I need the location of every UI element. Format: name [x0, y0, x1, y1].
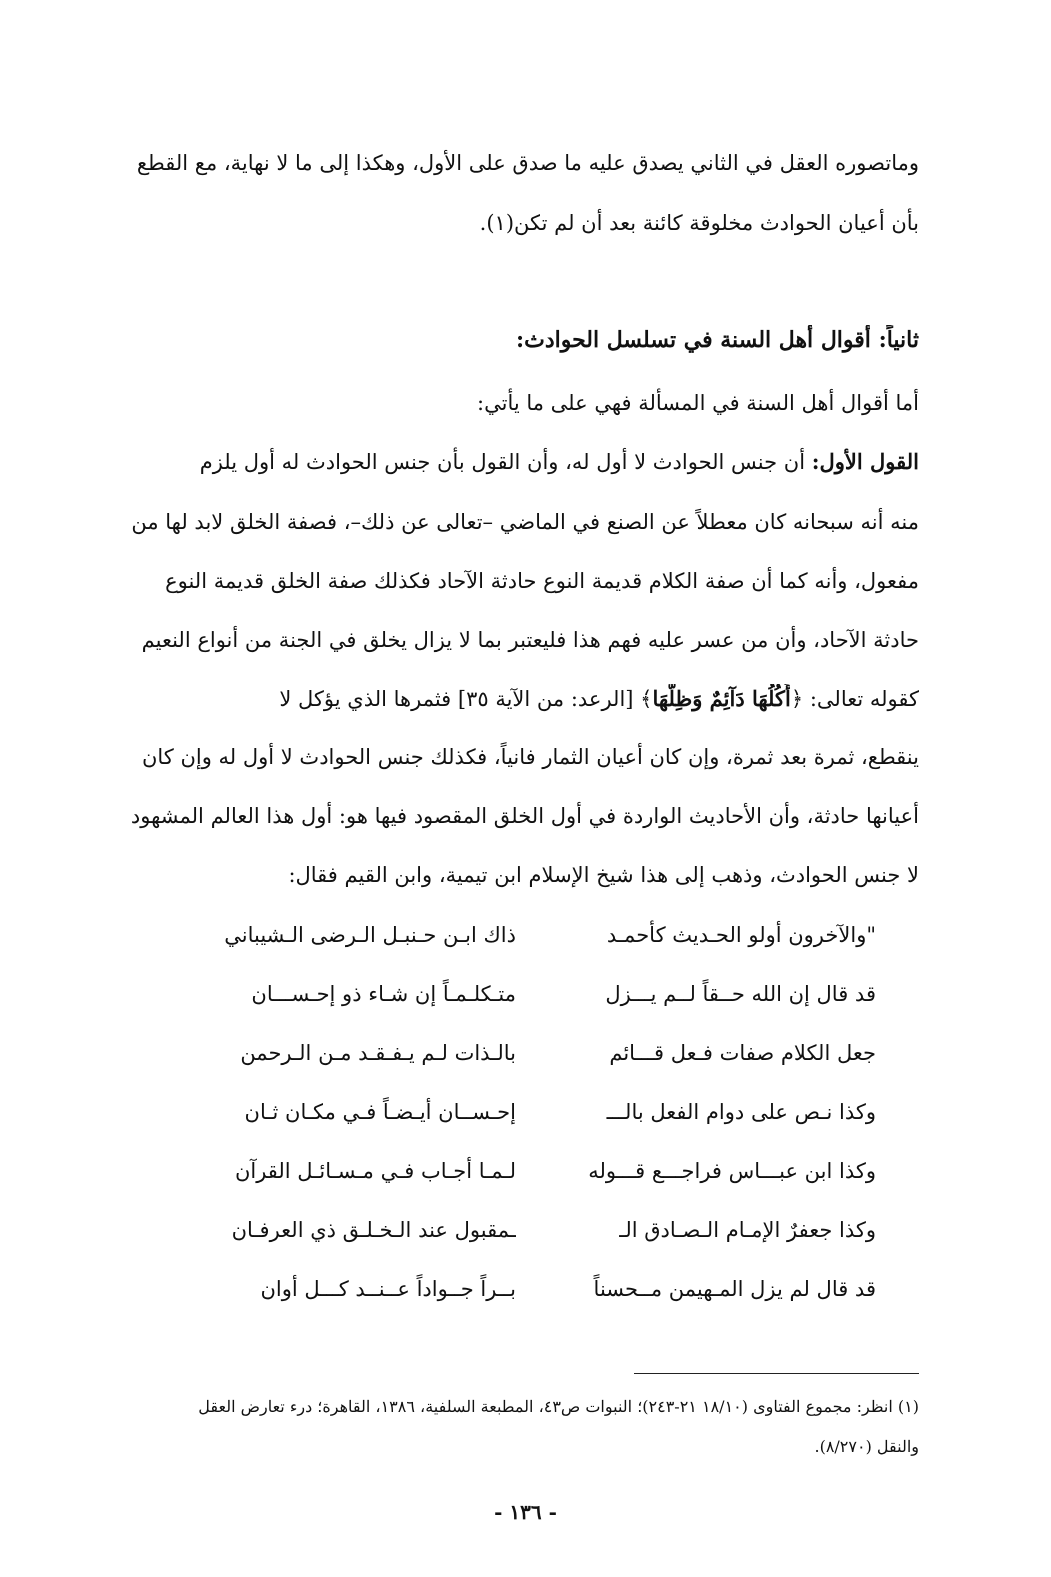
poem-hemistich-first: "والآخرون أولو الحـديث كأحمـد	[606, 923, 876, 947]
first-view-line-7: أعيانها حادثة، وأن الأحاديث الواردة في أول الخلق المقصود فيها هو: أول هذا العالم المشهود	[130, 804, 919, 828]
poem-hemistich-second: لـمـا أجـاب فـي مـسـائـل القرآن	[234, 1159, 516, 1183]
quran-verse: أُكُلُهَا دَآئِمٌ وَظِلُّهَا	[652, 686, 791, 711]
intro-line-1: وماتصوره العقل في الثاني يصدق عليه ما صدق على الأول، وهكذا إلى ما لا نهاية، مع القطع	[136, 151, 919, 175]
poem-hemistich-first: وكذا نـص على دوام الفعل بالـــ	[606, 1100, 876, 1124]
first-view-line-3: مفعول، وأنه كما أن صفة الكلام قديمة النوع حادثة الآحاد فكذلك صفة الخلق قديمة النوع	[165, 569, 919, 593]
poem-hemistich-first: قد قال إن الله حــقاً لــم يـــزل	[605, 982, 876, 1006]
footnote-line-2: والنقل (٨/٢٧٠).	[814, 1437, 919, 1456]
verse-reference: [الرعد: من الآية ٣٥] فثمرها الذي يؤكل لا	[279, 687, 641, 711]
quran-bracket-close: ﴾	[640, 687, 653, 711]
poem-hemistich-second: إحـســان أيـضـاً فـي مكـان ثـان	[244, 1100, 516, 1124]
poem-hemistich-second: متـكلـمـاً إن شـاء ذو إحـســـان	[251, 982, 516, 1006]
poem-verse-7	[176, 1271, 876, 1307]
poem-hemistich-first: جعل الكلام صفات فـعل قـــائم	[609, 1041, 876, 1065]
poem-hemistich-second: ـمقبول عند الـخـلـق ذي العرفـان	[231, 1218, 516, 1242]
footnote-line-1: (١) انظر: مجموع الفتاوى (١٨/١٠ ٢١-٢٤٣)؛ النبوات ص٤٣، المطبعة السلفية، ١٣٨٦، القاهرة؛ درء تعارض العقل	[198, 1397, 919, 1416]
first-view-line-5	[129, 684, 919, 714]
quran-bracket-open: ﴿	[790, 687, 804, 711]
poem-hemistich-second: بالـذات لـم يـفـقـد مـن الـرحمن	[240, 1041, 516, 1065]
poem-hemistich-first: وكذا ابن عبـــاس فراجـــع قـــوله	[588, 1159, 876, 1183]
poem-hemistich-first: قد قال لم يزل المـهيمن مــحسناً	[593, 1277, 876, 1301]
first-view-line-2: منه أنه سبحانه كان معطلاً عن الصنع في الماضي –تعالى عن ذلك–، فصفة الخلق لابد لها من	[131, 510, 919, 534]
first-view-line-6: ينقطع، ثمرة بعد ثمرة، وإن كان أعيان الثمار فانياً، فكذلك جنس الحوادث لا أول له وإن كان	[141, 745, 919, 769]
quote-intro: كقوله تعالى:	[803, 687, 919, 711]
poem-hemistich-second: ذاك ابـن حـنبـل الـرضى الـشيباني	[224, 923, 516, 947]
poem-verse-1	[176, 917, 876, 953]
poem-verse-2	[176, 976, 876, 1012]
first-view-line-8: لا جنس الحوادث، وذهب إلى هذا شيخ الإسلام ابن تيمية، وابن القيم فقال:	[288, 863, 919, 887]
first-view-line-4: حادثة الآحاد، وأن من عسر عليه فهم هذا فليعتبر بما لا يزال يخلق في الجنة من أنواع النعيم	[141, 628, 919, 652]
poem-verse-3	[176, 1035, 876, 1071]
poem-hemistich-first: وكذا جعفرٌ الإمـام الـصـادق الـ	[619, 1218, 876, 1242]
section-heading: ثانياً: أقوال أهل السنة في تسلسل الحوادث:	[515, 327, 919, 353]
first-view-label: القول الأول:	[811, 449, 919, 474]
poem-verse-4	[176, 1094, 876, 1130]
first-view-line-1-text: أن جنس الحوادث لا أول له، وأن القول بأن جنس الحوادث له أول يلزم	[199, 450, 806, 474]
section-lead: أما أقوال أهل السنة في المسألة فهي على ما يأتي:	[477, 391, 919, 415]
intro-line-2: بأن أعيان الحوادث مخلوقة كائنة بعد أن لم تكن(١).	[479, 211, 919, 235]
poem-hemistich-second: بــراً جــواداً عــنــد كـــل أوان	[260, 1277, 516, 1301]
poem-verse-5	[176, 1153, 876, 1189]
first-view-line-1	[129, 447, 919, 477]
footnote-separator	[634, 1373, 919, 1374]
poem-verse-6	[176, 1212, 876, 1248]
page-number: - ١٣٦ -	[494, 1500, 557, 1524]
